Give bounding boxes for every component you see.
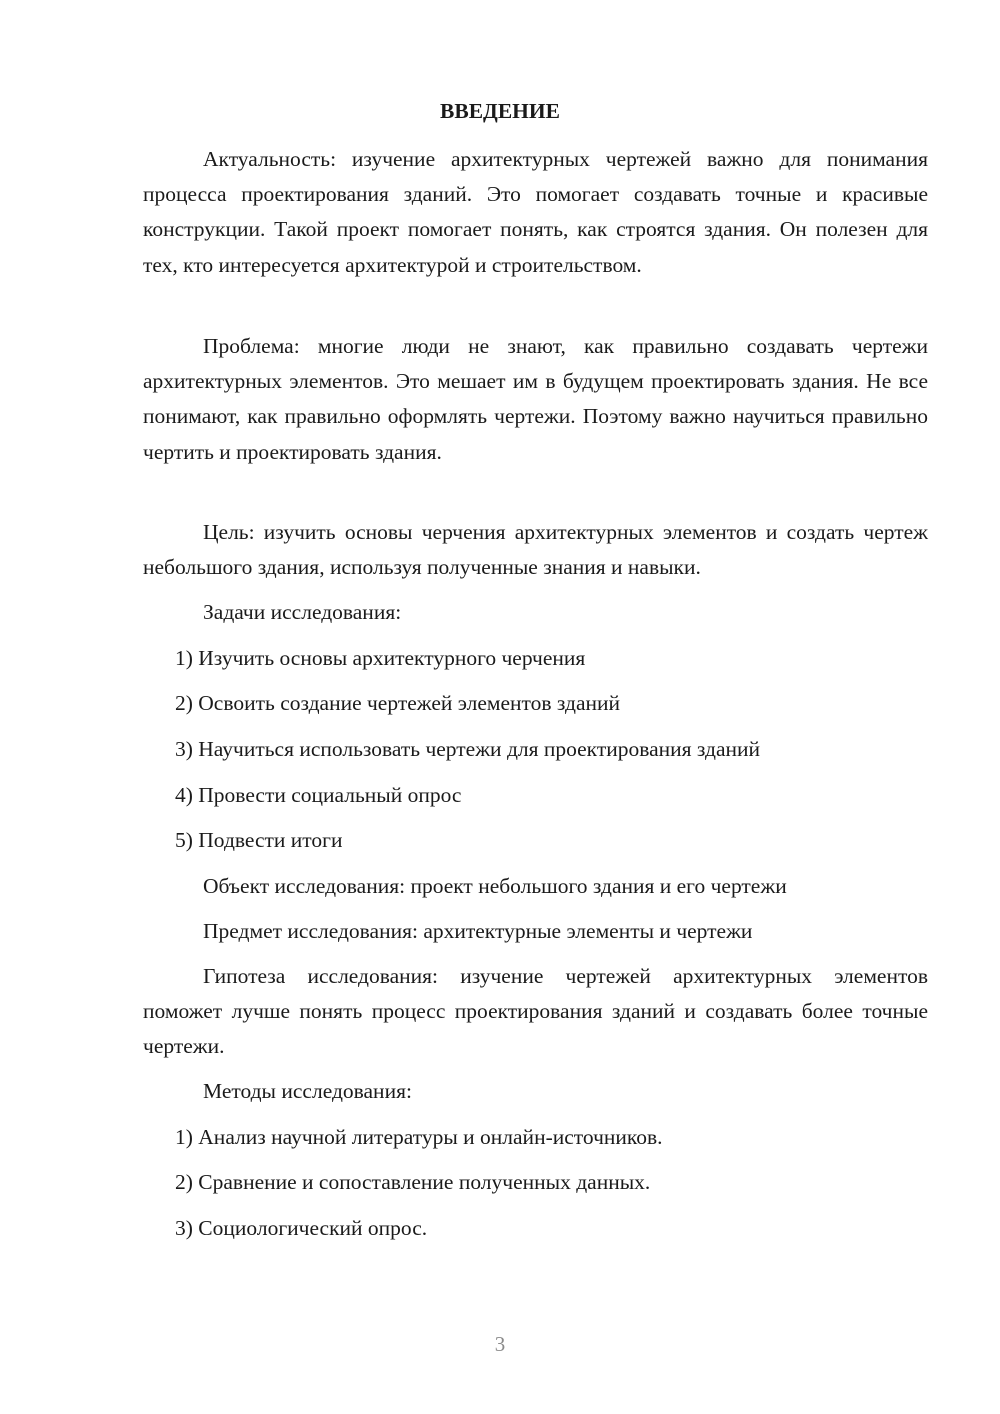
task-item-3: 3) Научиться использовать чертежи для проектирования зданий	[175, 737, 761, 761]
problem-paragraph	[143, 329, 928, 470]
goal-text: Цель: изучить основы черчения архитектурных элементов и создать чертеж небольшого здания, используя полученные знания и навыки.	[143, 520, 928, 580]
method-item-2: 2) Сравнение и сопоставление полученных данных.	[175, 1170, 651, 1194]
method-item-1: 1) Анализ научной литературы и онлайн-источников.	[175, 1125, 663, 1149]
relevance-paragraph	[143, 142, 928, 283]
research-subject: Предмет исследования: архитектурные элементы и чертежи	[203, 919, 753, 943]
task-item-2: 2) Освоить создание чертежей элементов зданий	[175, 691, 621, 715]
hypothesis-text: Гипотеза исследования: изучение чертежей архитектурных элементов поможет лучше понять процесс проектирования зданий и создавать более точные чертежи.	[143, 964, 928, 1059]
page-number: 3	[494, 1332, 506, 1356]
problem-text: Проблема: многие люди не знают, как правильно создавать чертежи архитектурных элементов. Это мешает им в будущем проектировать здания. Не все понимают, как правильно оформлять чертежи. Поэтому важно научиться правильно чертить и проектировать здания.	[143, 334, 928, 464]
research-object: Объект исследования: проект небольшого здания и его чертежи	[203, 874, 787, 898]
methods-heading: Методы исследования:	[203, 1079, 412, 1103]
relevance-text: Актуальность: изучение архитектурных чертежей важно для понимания процесса проектирования зданий. Это помогает создавать точные и красивые конструкции. Такой проект помогает понять, как строятся здания. Он полезен для тех, кто интересуется архитектурой и строительством.	[143, 147, 928, 277]
task-item-5: 5) Подвести итоги	[175, 828, 343, 852]
page-title: ВВЕДЕНИЕ	[440, 99, 560, 123]
task-item-4: 4) Провести социальный опрос	[175, 783, 462, 807]
goal-paragraph	[143, 515, 928, 585]
hypothesis-paragraph	[143, 959, 928, 1065]
method-item-3: 3) Социологический опрос.	[175, 1216, 428, 1240]
tasks-heading: Задачи исследования:	[203, 600, 402, 624]
task-item-1: 1) Изучить основы архитектурного черчения	[175, 646, 586, 670]
